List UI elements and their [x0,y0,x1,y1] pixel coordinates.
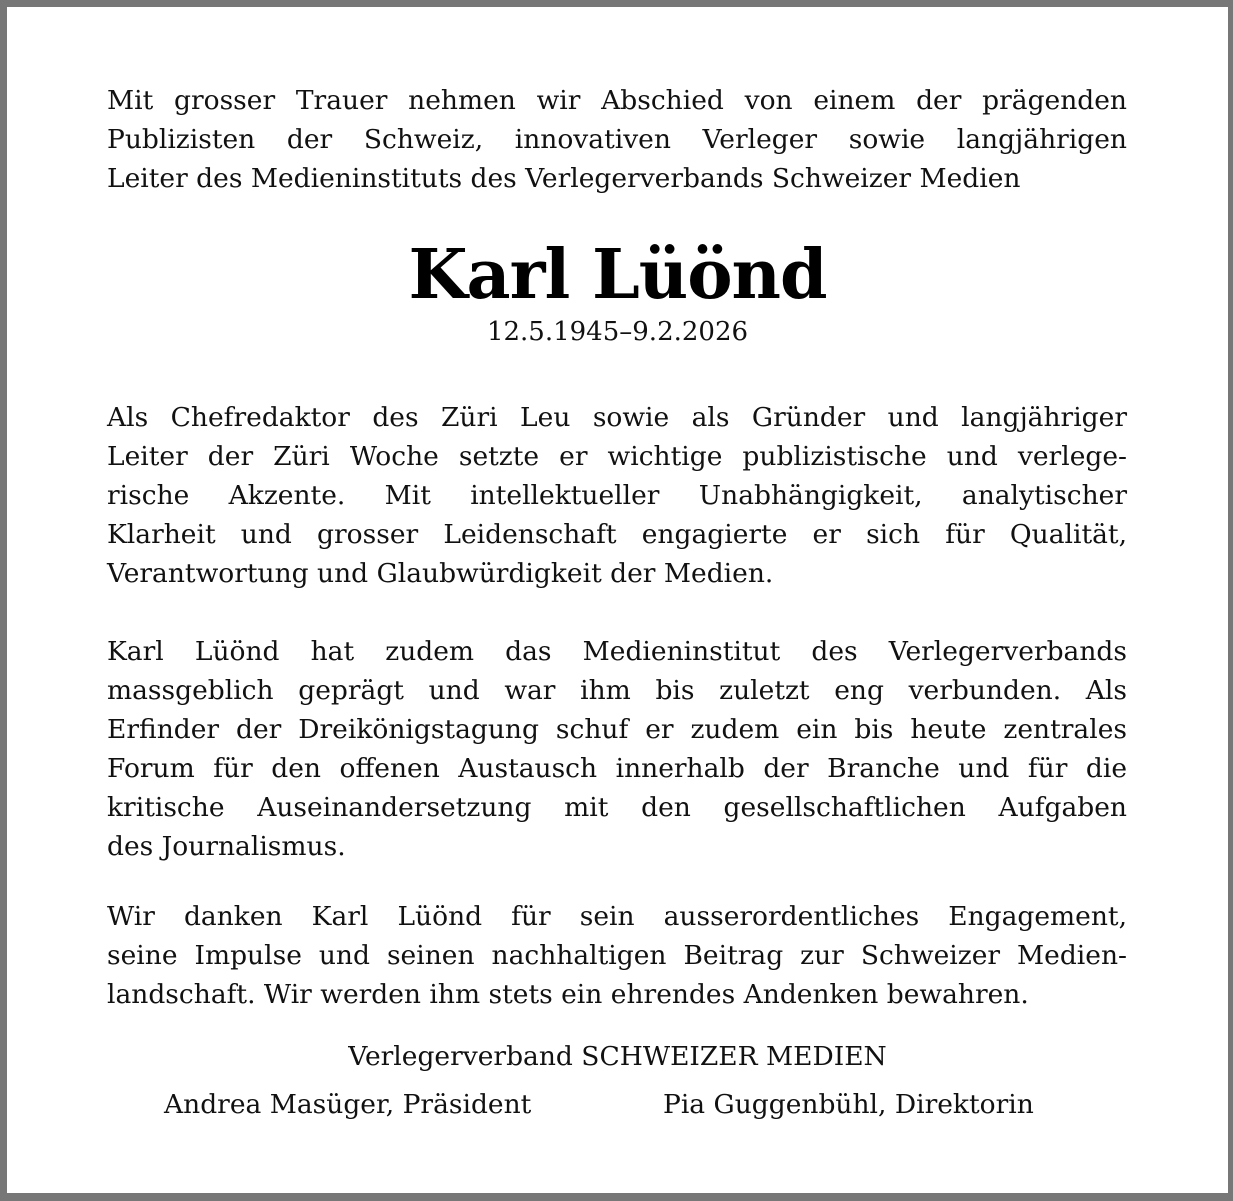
text-line: Wir danken Karl Lüönd für sein ausserordentliches Engagement, [107,901,1127,932]
text-line: Forum für den offenen Austausch innerhalb der Branche und für die [107,753,1127,784]
paragraph-3 [107,897,1127,1014]
text-line: landschaft. Wir werden ihm stets ein ehrendes Andenken bewahren. [107,979,1029,1010]
text-line: Als Chefredaktor des Züri Leu sowie als Gründer und langjähriger [107,402,1127,433]
signature-organization: Verlegerverband SCHWEIZER MEDIEN [348,1041,887,1072]
deceased-name: Karl Lüönd [408,235,827,315]
intro-paragraph [107,81,1127,198]
signature-president: Andrea Masüger, Präsident [164,1089,532,1120]
life-dates: 12.5.1945–9.2.2026 [486,317,749,347]
signature-director: Pia Guggenbühl, Direktorin [663,1089,1034,1120]
text-line: Verantwortung und Glaubwürdigkeit der Medien. [107,558,774,589]
paragraph-2 [107,632,1127,866]
text-line: massgeblich geprägt und war ihm bis zuletzt eng verbunden. Als [107,675,1127,706]
text-line: seine Impulse und seinen nachhaltigen Beitrag zur Schweizer Medien- [107,940,1127,971]
text-line: Erfinder der Dreikönigstagung schuf er zudem ein bis heute zentrales [107,714,1127,745]
text-line: kritische Auseinandersetzung mit den gesellschaftlichen Aufgaben [107,792,1127,823]
text-line: Leiter der Züri Woche setzte er wichtige publizistische und verlege- [107,441,1127,472]
obituary-page [7,7,1228,1193]
text-line: rische Akzente. Mit intellektueller Unabhängigkeit, analytischer [107,480,1127,511]
text-line: Mit grosser Trauer nehmen wir Abschied von einem der prägenden [107,85,1127,116]
paragraph-1 [107,398,1127,593]
text-line: des Journalismus. [107,831,346,862]
text-line: Publizisten der Schweiz, innovativen Verleger sowie langjährigen [107,124,1127,155]
text-line: Klarheit und grosser Leidenschaft engagierte er sich für Qualität, [107,519,1127,550]
text-line: Karl Lüönd hat zudem das Medieninstitut des Verlegerverbands [107,636,1127,667]
text-line: Leiter des Medieninstituts des Verlegerverbands Schweizer Medien [107,163,1021,194]
